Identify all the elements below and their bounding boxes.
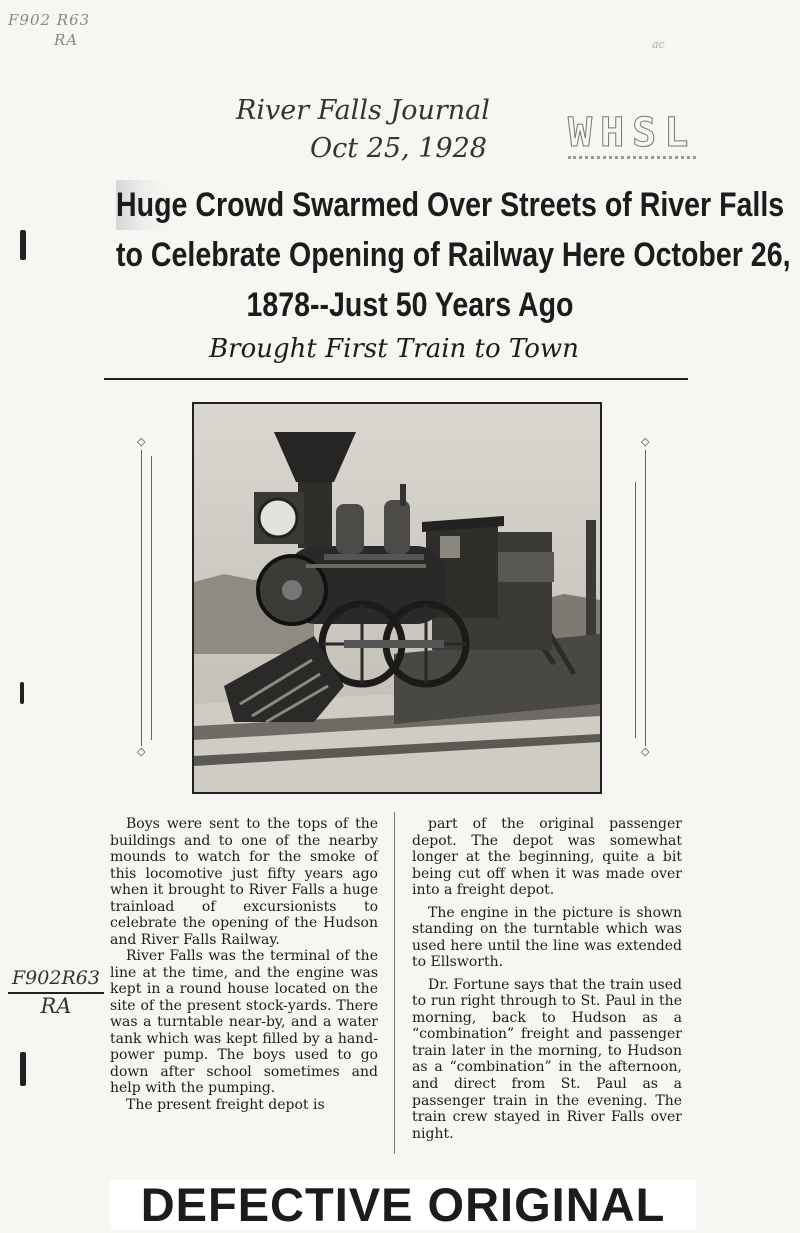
- ornament-rule: [635, 482, 636, 738]
- ornament-diamond-icon: ◇: [641, 435, 650, 448]
- ornament-diamond-icon: ◇: [137, 745, 146, 758]
- publication-name: River Falls Journal: [236, 95, 490, 126]
- call-number-left-line1: F902R63: [8, 966, 104, 994]
- library-stamp: WHSL: [568, 110, 696, 159]
- article-paragraph: part of the original passenger depot. The depot was somewhat longer at the beginning, quite a bit being cut off when it was made over into a freight depot.: [412, 816, 682, 898]
- ornament-rule: [645, 450, 646, 746]
- article-paragraph: River Falls was the terminal of the line at the time, and the engine was kept in a round house located on the site of the present stock-yards. There was a turntable near-by, and a water tank which was kept filled by a hand-power pump. The boys used to go down after school sometimes and help with the pumping.: [110, 948, 378, 1096]
- article-paragraph: The present freight depot is: [126, 1096, 325, 1113]
- ornament-rule: [151, 456, 152, 740]
- ornament-rule: [141, 450, 142, 746]
- article-paragraph: The engine in the picture is shown standing on the turntable which was used here until the line was extended to Ellsworth.: [412, 904, 682, 970]
- locomotive-photo: [192, 402, 602, 794]
- ornament-diamond-icon: ◇: [137, 435, 146, 448]
- headline-line-3: 1878--Just 50 Years Ago: [246, 286, 574, 324]
- ornament-diamond-icon: ◇: [641, 745, 650, 758]
- article-paragraph: Dr. Fortune says that the train used to run right through to St. Paul in the morning, back to Hudson as a “combination” freight and passenger train later in the morning, to Hudson as a “combination” in the afternoon, and direct from St. Paul as a passenger train in the evening. The train crew stayed in River Falls over night.: [412, 976, 682, 1142]
- publication-note: [236, 92, 596, 168]
- locomotive-illustration: [194, 404, 600, 792]
- article-paragraph: Boys were sent to the tops of the buildings and to one of the nearby mounds to watch for the smoke of this locomotive just fifty years ago when it brought to River Falls a huge trainload of excursionists to celebrate the opening of the Hudson and River Falls Railway.: [110, 816, 378, 948]
- column-divider: [394, 812, 395, 1154]
- call-number-top: [8, 10, 90, 50]
- corner-mark: ac: [652, 38, 665, 51]
- call-number-top-line1: F902 R63: [8, 11, 91, 29]
- article-right-column: [412, 816, 682, 1142]
- scan-mark: [20, 682, 24, 704]
- article-left-column: [110, 816, 378, 1113]
- headline-line-1: Huge Crowd Swarmed Over Streets of River Falls: [116, 180, 704, 230]
- publication-date: Oct 25, 1928: [310, 133, 487, 164]
- headline-rule: [104, 378, 688, 380]
- headline-line-2: to Celebrate Opening of Railway Here October 26,: [116, 236, 791, 274]
- call-number-left-line2: RA: [40, 994, 72, 1018]
- scan-mark: [20, 230, 26, 260]
- call-number-top-line2: RA: [54, 31, 79, 49]
- headline: [116, 180, 791, 330]
- defective-original-stamp: DEFECTIVE ORIGINAL: [110, 1180, 696, 1230]
- scan-mark: [20, 1052, 26, 1086]
- call-number-left: [8, 966, 104, 1018]
- subheadline: Brought First Train to Town: [209, 334, 579, 364]
